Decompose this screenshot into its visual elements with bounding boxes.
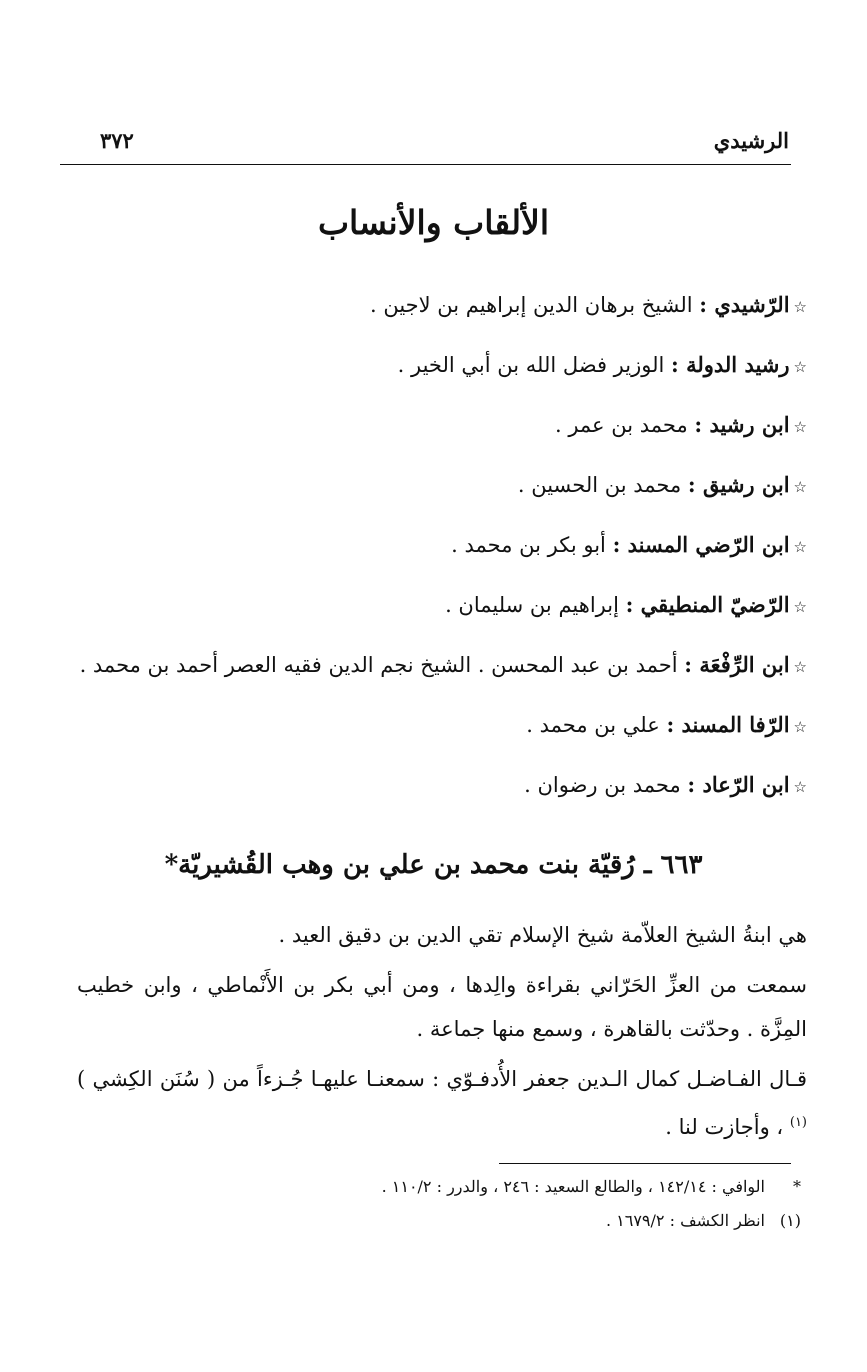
section-heading: الألقاب والأنساب <box>317 203 550 242</box>
running-header <box>60 128 791 165</box>
list-item <box>77 583 807 629</box>
star-icon: ☆ <box>793 358 807 376</box>
list-item <box>77 343 807 389</box>
entry-term: الرّشيدي : <box>699 292 790 317</box>
star-icon: ☆ <box>793 598 807 616</box>
star-icon: ☆ <box>793 778 807 796</box>
list-item <box>77 643 807 689</box>
entry-term: ابن الرِّفْعَة : <box>684 652 790 677</box>
footnote <box>71 1170 801 1204</box>
list-item <box>77 523 807 569</box>
footnote <box>71 1204 801 1238</box>
list-item <box>77 703 807 749</box>
footnote-divider <box>499 1163 791 1164</box>
entry-term: الرّضيّ المنطيقي : <box>625 592 790 617</box>
star-icon: ☆ <box>793 658 807 676</box>
entry-term: رشيد الدولة : <box>671 352 790 377</box>
footnote-marker: (١) <box>779 1211 801 1230</box>
entry-text: أبو بكر بن محمد . <box>451 533 613 557</box>
entry-text: علي بن محمد . <box>526 713 667 737</box>
entry-term: الرّفا المسند : <box>666 712 790 737</box>
list-item <box>77 463 807 509</box>
entry-text: الشيخ برهان الدين إبراهيم بن لاجين . <box>369 293 700 317</box>
entry-text: محمد بن عمر . <box>554 413 695 437</box>
footnote-reference[interactable]: (١) <box>789 1115 807 1130</box>
biography-heading: ٦٦٣ ـ رُقيّة بنت محمد بن علي بن وهب القُشيريّة* <box>164 850 703 880</box>
star-icon: ☆ <box>793 298 807 316</box>
entry-term: ابن رشيد : <box>694 412 790 437</box>
titles-list <box>77 283 807 823</box>
star-icon: ☆ <box>793 538 807 556</box>
footnote-marker: * <box>793 1177 801 1196</box>
paragraph-text: قـال الفـاضـل كمال الـدين جعفر الأُدفـوّي : سمعنـا عليهـا جُـزءاً من ( سُنَن الكِشي ) <box>77 1067 807 1091</box>
paragraph-text: ، وأجازت لنا . <box>665 1115 790 1139</box>
biography-paragraph: هي ابنةُ الشيخ العلاّمة شيخ الإسلام تقي الدين بن دقيق العيد . <box>278 923 807 947</box>
entry-text: محمد بن رضوان . <box>524 773 688 797</box>
entry-term: ابن الرّعاد : <box>687 772 790 797</box>
running-title: الرشيدي <box>713 128 789 153</box>
biography-paragraph <box>77 1057 807 1149</box>
list-item <box>77 403 807 449</box>
list-item <box>77 283 807 329</box>
footnotes <box>71 1170 801 1238</box>
entry-text: محمد بن الحسين . <box>517 473 688 497</box>
star-icon: ☆ <box>793 418 807 436</box>
star-icon: ☆ <box>793 478 807 496</box>
biography-paragraph: سمعت من العزِّ الحَرّاني بقراءة والِدها ، ومن أبي بكر بن الأَنْماطي ، وابن خطيب المِزَّة . وحدّثت بالقاهرة ، وسمع منها جماعة . <box>77 973 807 1041</box>
biography-body <box>77 913 807 1155</box>
entry-term: ابن رشيق : <box>687 472 790 497</box>
page-number: ٣٧٢ <box>100 128 134 153</box>
list-item <box>77 763 807 809</box>
entry-text: إبراهيم بن سليمان . <box>445 593 626 617</box>
footnote-text: الوافي : ١٤٢/١٤ ، والطالع السعيد : ٢٤٦ ، والدرر : ١١٠/٢ . <box>381 1177 765 1196</box>
star-icon: ☆ <box>793 718 807 736</box>
entry-text: أحمد بن عبد المحسن . الشيخ نجم الدين فقيه العصر أحمد بن محمد . <box>79 653 685 677</box>
footnote-text: انظر الكشف : ١٦٧٩/٢ . <box>605 1211 765 1230</box>
entry-text: الوزير فضل الله بن أبي الخير . <box>397 353 672 377</box>
entry-term: ابن الرّضي المسند : <box>612 532 790 557</box>
